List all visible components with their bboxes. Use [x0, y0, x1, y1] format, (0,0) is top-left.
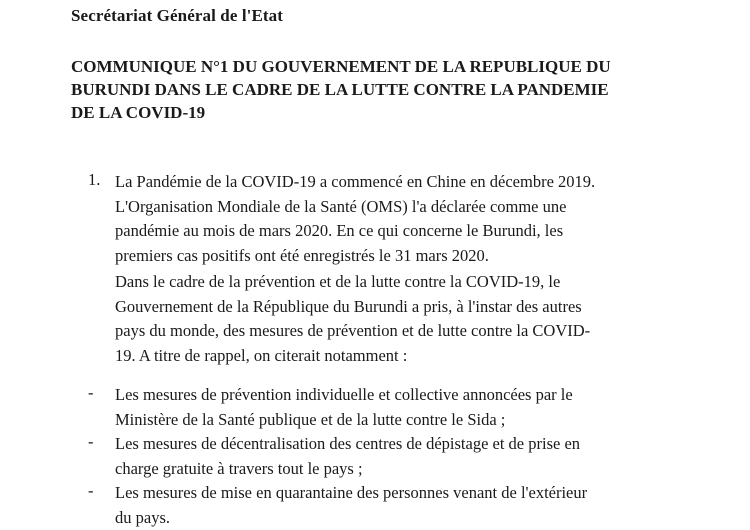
paragraph-line: 19. A titre de rappel, on citerait notamment :	[115, 344, 655, 369]
title-line: DE LA COVID-19	[71, 101, 691, 124]
title-line: BURUNDI DANS LE CADRE DE LA LUTTE CONTRE LA PANDEMIE	[71, 78, 691, 101]
communique-title	[71, 55, 691, 124]
bullet-line: Ministère de la Santé publique et de la lutte contre le Sida ;	[115, 408, 573, 433]
bullet-line: charge gratuite à travers tout le pays ;	[115, 457, 580, 482]
paragraph-line: L'Organisation Mondiale de la Santé (OMS) l'a déclarée comme une	[115, 195, 655, 220]
bullet-item-decentralisation	[115, 432, 580, 481]
paragraph-line: Gouvernement de la République du Burundi a pris, à l'instar des autres	[115, 295, 655, 320]
paragraph-government-measures	[115, 270, 655, 368]
bullet-dash: -	[88, 481, 94, 501]
title-line: COMMUNIQUE N°1 DU GOUVERNEMENT DE LA REPUBLIQUE DU	[71, 55, 691, 78]
paragraph-pandemic-intro	[115, 170, 655, 268]
issuer-header: Secrétariat Général de l'Etat	[71, 6, 283, 26]
bullet-dash: -	[88, 432, 94, 452]
bullet-line: du pays.	[115, 506, 587, 530]
section-number: 1.	[88, 170, 100, 190]
bullet-line: Les mesures de décentralisation des centres de dépistage et de prise en	[115, 432, 580, 457]
paragraph-line: Dans le cadre de la prévention et de la lutte contre la COVID-19, le	[115, 270, 655, 295]
paragraph-line: La Pandémie de la COVID-19 a commencé en Chine en décembre 2019.	[115, 170, 655, 195]
bullet-line: Les mesures de prévention individuelle et collective annoncées par le	[115, 383, 573, 408]
paragraph-line: pandémie au mois de mars 2020. En ce qui concerne le Burundi, les	[115, 219, 655, 244]
bullet-item-prevention	[115, 383, 573, 432]
bullet-item-quarantine	[115, 481, 587, 530]
paragraph-line: pays du monde, des mesures de prévention et de lutte contre la COVID-	[115, 319, 655, 344]
bullet-dash: -	[88, 383, 94, 403]
paragraph-line: premiers cas positifs ont été enregistrés le 31 mars 2020.	[115, 244, 655, 269]
bullet-line: Les mesures de mise en quarantaine des personnes venant de l'extérieur	[115, 481, 587, 506]
